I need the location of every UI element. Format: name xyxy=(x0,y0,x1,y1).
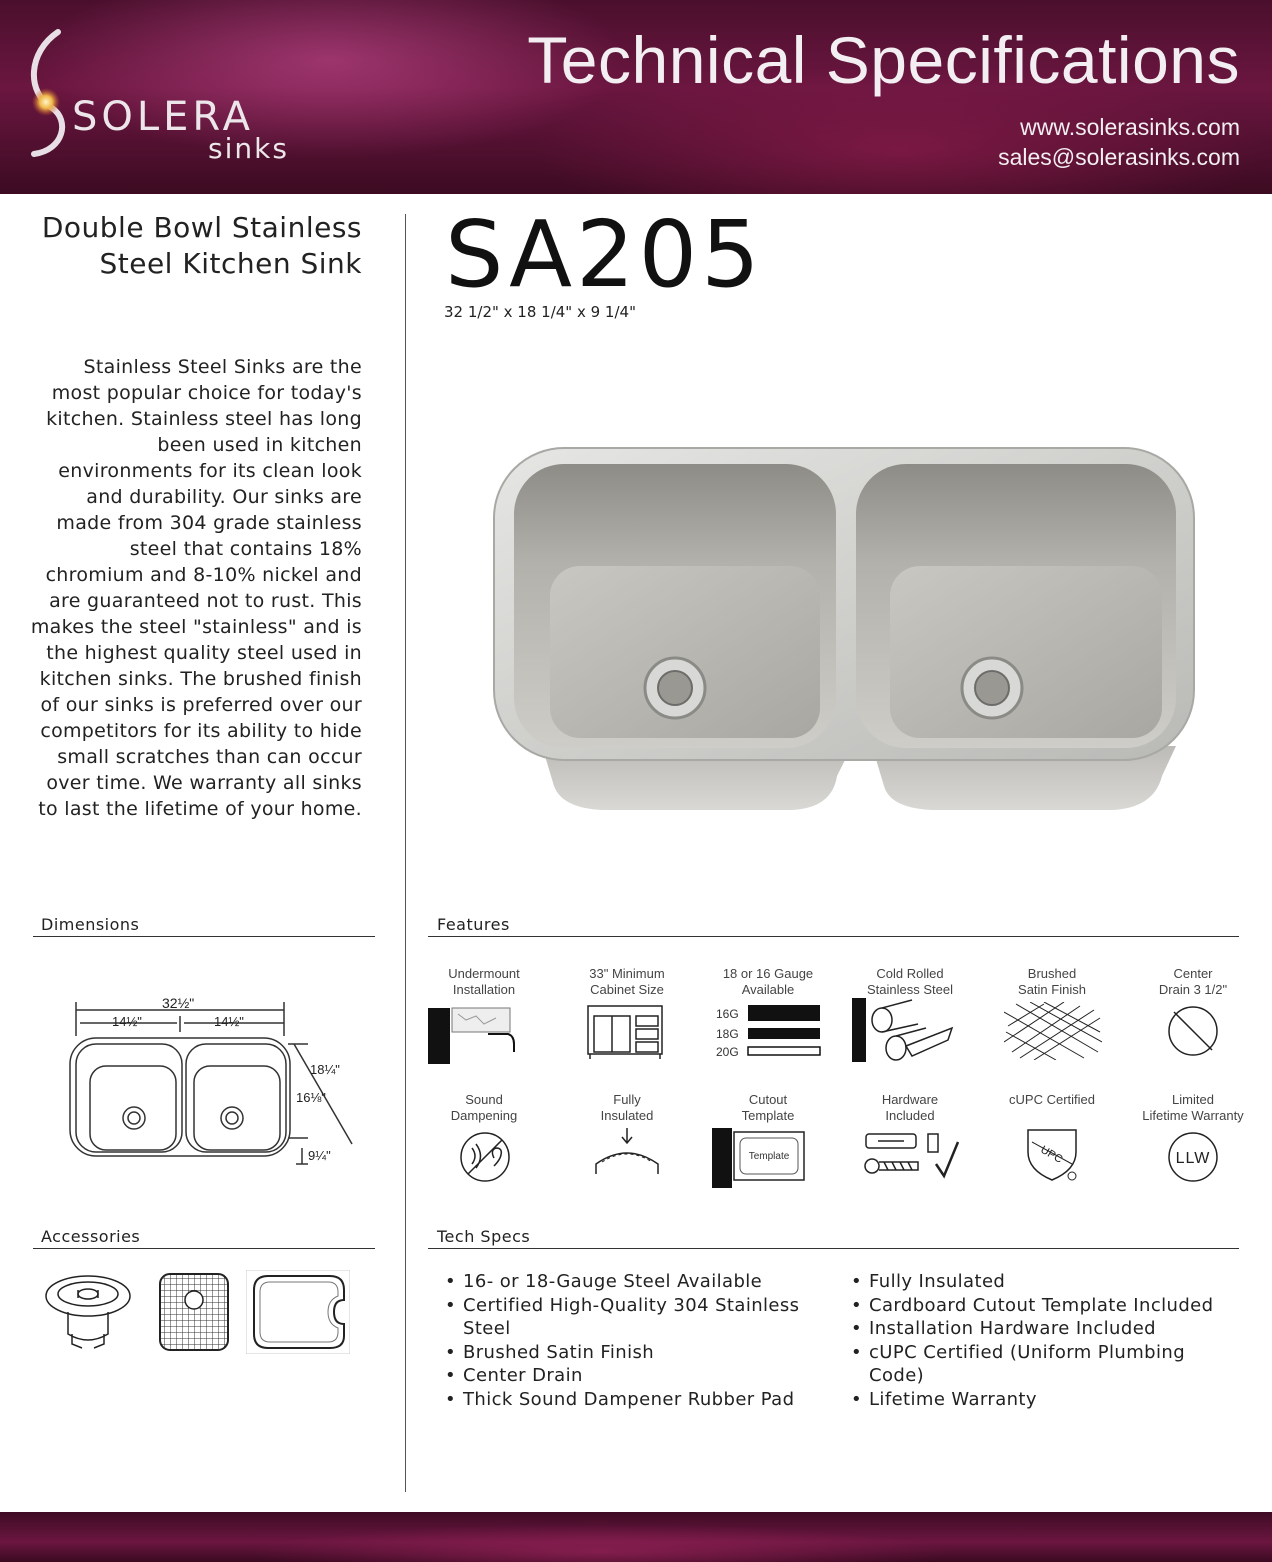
strainer-icon xyxy=(42,1272,134,1352)
center-drain-icon xyxy=(1166,1004,1220,1058)
dimensions-rule xyxy=(33,936,375,937)
height-label: 9¼" xyxy=(308,1148,331,1163)
tech-specs-list-right xyxy=(847,1270,1227,1411)
bottom-grid-icon xyxy=(158,1272,230,1352)
feature-center-drain: Center Drain 3 1/2" xyxy=(1158,966,1228,997)
feature-cabinet-size: 33" Minimum Cabinet Size xyxy=(589,966,665,997)
list-item: • 16- or 18-Gauge Steel Available xyxy=(441,1270,821,1294)
feature-cupc: cUPC Certified xyxy=(1009,1092,1095,1107)
product-description: Stainless Steel Sinks are the most popular choice for today's kitchen. Stainless steel has long been used in kitchen environments for its clean look and durability. Our sinks are made from 304 grade stainless steel that contains 18% chromium and 8-10% nickel and are guaranteed not to rust. This makes the steel "stainless" and is the highest quality steel used in kitchen sinks. The brushed finish of our sinks is preferred over our competitors for its ability to hide small scratches than can occur over time. We warranty all sinks to last the lifetime of your home. xyxy=(30,356,362,820)
dimension-drawing xyxy=(62,988,362,1168)
svg-text:LLW: LLW xyxy=(1175,1150,1211,1167)
brand-sub-text: sinks xyxy=(208,132,289,165)
list-item: • Brushed Satin Finish xyxy=(441,1341,821,1365)
list-item: • Lifetime Warranty xyxy=(847,1388,1227,1412)
feature-hardware: Hardware Included xyxy=(881,1092,939,1123)
template-icon xyxy=(712,1128,806,1188)
svg-text:20G: 20G xyxy=(716,1045,739,1059)
solera-logo xyxy=(18,22,338,172)
dimensions-heading: Dimensions xyxy=(41,915,140,934)
accessories-heading: Accessories xyxy=(41,1227,141,1246)
feature-cutout-template: Cutout Template xyxy=(741,1092,795,1123)
steel-roll-icon xyxy=(852,998,956,1062)
cupc-icon xyxy=(1024,1126,1080,1184)
svg-text:Template: Template xyxy=(748,1151,790,1162)
list-item: • Fully Insulated xyxy=(847,1270,1227,1294)
feature-sound-dampening: Sound Dampening xyxy=(450,1092,518,1123)
product-dimensions: 32 1/2" x 18 1/4" x 9 1/4" xyxy=(444,303,636,321)
sink-photo xyxy=(492,446,1196,812)
insulated-icon xyxy=(592,1124,662,1178)
cutting-board-icon xyxy=(246,1270,350,1354)
svg-text:18G: 18G xyxy=(716,1027,739,1041)
accessories-rule xyxy=(33,1248,375,1249)
bowl-left-width-label: 14½" xyxy=(112,1014,142,1029)
feature-insulated: Fully Insulated xyxy=(600,1092,654,1123)
brand-main-text: SOLERA xyxy=(72,94,254,140)
svg-text:UPC: UPC xyxy=(1038,1143,1065,1166)
cabinet-icon xyxy=(586,1004,666,1060)
list-item: • Thick Sound Dampener Rubber Pad xyxy=(441,1388,821,1412)
undermount-icon xyxy=(428,1004,520,1064)
tech-specs-heading: Tech Specs xyxy=(437,1227,531,1246)
tech-specs-rule xyxy=(428,1248,1239,1249)
list-item: • Cardboard Cutout Template Included xyxy=(847,1294,1227,1318)
feature-gauge: 18 or 16 Gauge Available xyxy=(722,966,814,997)
list-item: • Certified High-Quality 304 Stainless Steel xyxy=(441,1294,821,1341)
brushed-finish-icon xyxy=(1004,1002,1102,1060)
website-link[interactable]: www.solerasinks.com xyxy=(1020,114,1240,140)
list-item: • Installation Hardware Included xyxy=(847,1317,1227,1341)
feature-undermount: Undermount Installation xyxy=(448,966,520,997)
warranty-icon xyxy=(1166,1130,1220,1184)
footer-banner xyxy=(0,1512,1272,1562)
feature-brushed-finish: Brushed Satin Finish xyxy=(1018,966,1086,997)
page-title: Technical Specifications xyxy=(527,23,1240,97)
depth-label: 18¼" xyxy=(310,1062,340,1077)
column-divider xyxy=(405,214,406,1492)
features-heading: Features xyxy=(437,915,510,934)
feature-cold-rolled: Cold Rolled Stainless Steel xyxy=(867,966,953,997)
overall-width-label: 32½" xyxy=(162,995,195,1011)
list-item: • cUPC Certified (Uniform Plumbing Code) xyxy=(847,1341,1227,1388)
hardware-icon xyxy=(862,1128,962,1182)
inner-depth-label: 16⅛" xyxy=(296,1090,326,1105)
product-name: Double Bowl Stainless Steel Kitchen Sink xyxy=(41,211,362,280)
sound-dampening-icon xyxy=(458,1130,512,1184)
email-link[interactable]: sales@solerasinks.com xyxy=(998,144,1240,170)
tech-specs-list-left xyxy=(441,1270,821,1411)
svg-text:16G: 16G xyxy=(716,1007,739,1021)
list-item: • Center Drain xyxy=(441,1364,821,1388)
features-rule xyxy=(428,936,1239,937)
model-number: SA205 xyxy=(445,201,764,308)
header-banner xyxy=(0,0,1272,194)
feature-warranty: Limited Lifetime Warranty xyxy=(1142,1092,1244,1123)
gauge-icon xyxy=(714,1002,824,1060)
bowl-right-width-label: 14½" xyxy=(214,1014,244,1029)
